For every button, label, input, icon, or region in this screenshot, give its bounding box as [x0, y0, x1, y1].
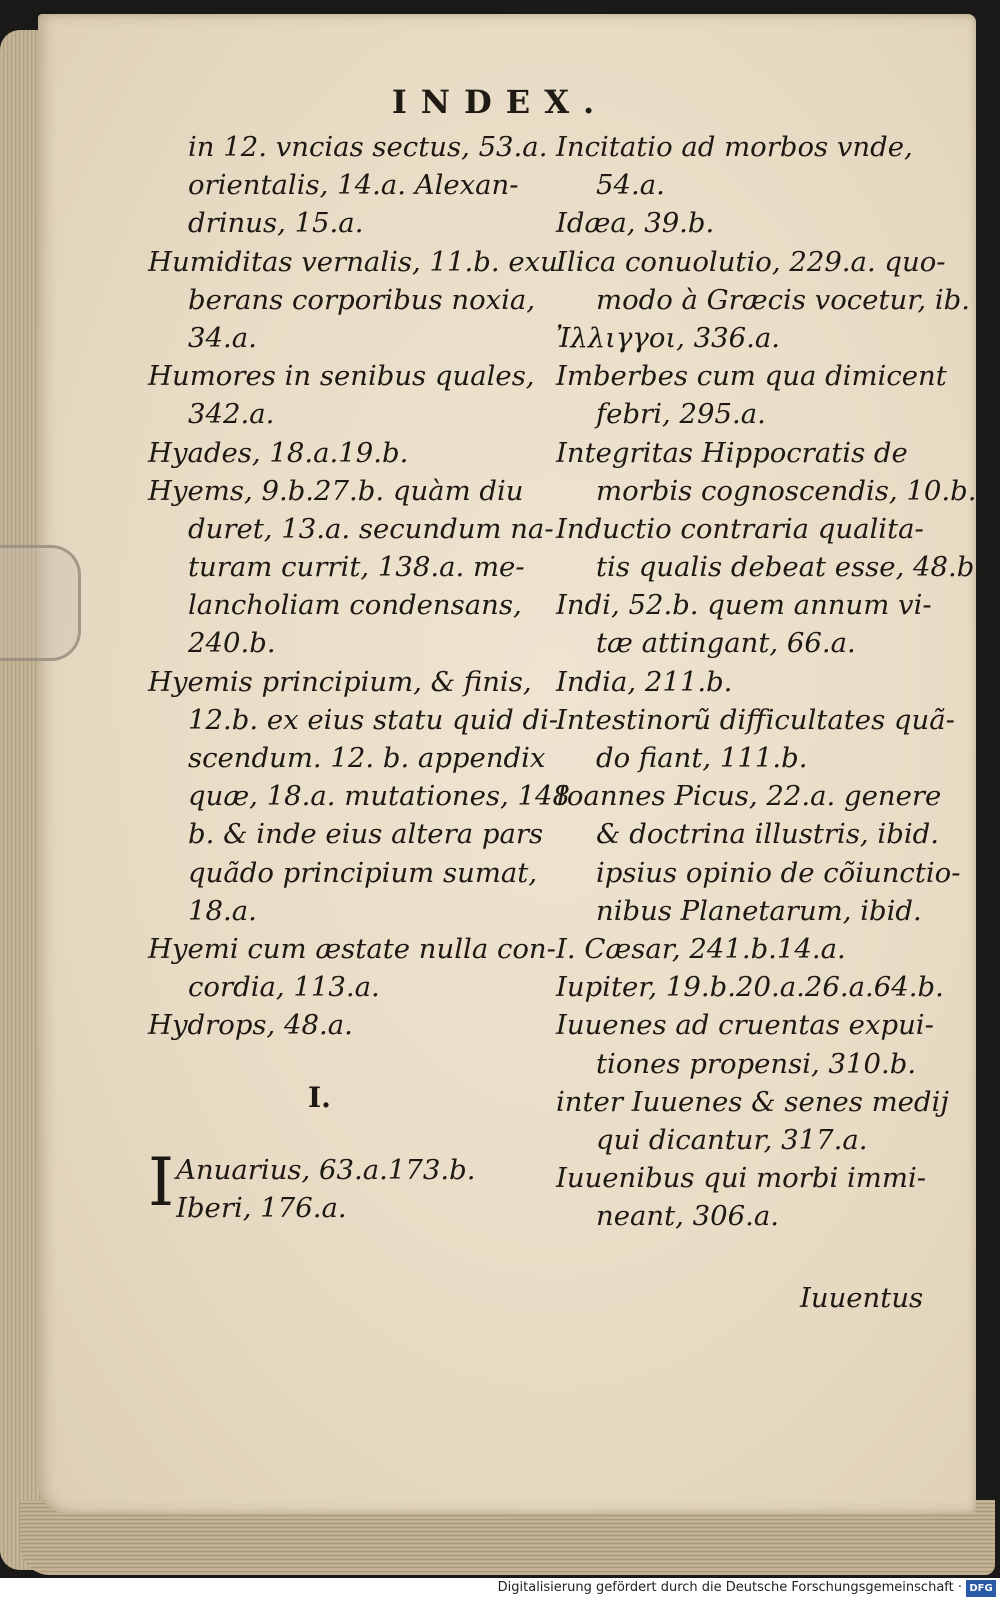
index-entry: 54.a.: [596, 169, 665, 202]
index-entry: Imberbes cum qua dimicent: [556, 360, 947, 393]
index-entry: Idæa, 39.b.: [556, 207, 715, 240]
index-entry: nibus Planetarum, ibid.: [596, 894, 922, 927]
index-entry: Intestinorũ difficultates quã-: [556, 703, 955, 736]
index-column-left: [148, 128, 570, 1227]
index-entry: cordia, 113.a.: [188, 971, 380, 1004]
index-entry: Anuarius, 63.a.173.b.: [176, 1153, 476, 1186]
index-entry: modo à Græcis vocetur, ib.: [596, 283, 970, 316]
index-entry: quãdo principium sumat,: [188, 856, 538, 889]
index-entry: do fiant, 111.b.: [596, 742, 808, 774]
catchword: Iuuentus: [800, 1282, 924, 1314]
section-i-entries: [148, 1143, 520, 1227]
index-entry: tæ attingant, 66.a.: [596, 627, 856, 660]
index-entry: 342.a.: [188, 398, 275, 431]
book-clip-icon: [0, 545, 81, 661]
index-entry: duret, 13.a. secundum na-: [188, 512, 554, 545]
index-entry: Humores in senibus quales,: [148, 360, 535, 393]
index-entry: Hyades, 18.a.19.b.: [148, 436, 409, 469]
index-entry: inter Iuuenes & senes medij: [556, 1085, 949, 1118]
index-entry: Ioannes Picus, 22.a. genere: [556, 780, 942, 813]
index-entry: I. Cæsar, 241.b.14.a.: [556, 932, 846, 965]
index-entry: berans corporibus noxia,: [188, 283, 536, 316]
index-entry: turam currit, 138.a. me-: [188, 551, 525, 584]
index-entry: tiones propensi, 310.b.: [596, 1047, 917, 1080]
index-column-right: [556, 128, 984, 1235]
dfg-logo-icon: DFG: [966, 1580, 996, 1597]
index-entry: quæ, 18.a. mutationes, 148: [188, 780, 570, 813]
index-entry: Hyemi cum æstate nulla con-: [148, 932, 556, 965]
index-entry: Hydrops, 48.a.: [148, 1009, 353, 1042]
index-entry: Inductio contraria qualita-: [556, 512, 924, 545]
index-entry: 12.b. ex eius statu quid di-: [188, 703, 559, 736]
index-entry: 34.a.: [188, 321, 257, 354]
index-entry: Ilica conuolutio, 229.a. quo-: [556, 245, 946, 278]
section-letter: I.: [308, 1080, 331, 1114]
index-entry: 18.a.: [188, 894, 257, 927]
index-entry: scendum. 12. b. appendix: [188, 742, 546, 774]
index-entry: Iuuenes ad cruentas expui-: [556, 1009, 934, 1042]
index-entry: tis qualis debeat esse, 48.b.: [596, 551, 984, 584]
index-entry: 240.b.: [188, 627, 276, 660]
index-entry: Iberi, 176.a.: [176, 1191, 347, 1224]
index-entry: Integritas Hippocratis de: [556, 436, 908, 469]
index-entry: Hyems, 9.b.27.b. quàm diu: [148, 474, 524, 507]
index-entry: in 12. vncias sectus, 53.a.: [188, 131, 548, 163]
footer-bar: [0, 1578, 1000, 1601]
index-entry: neant, 306.a.: [596, 1200, 779, 1233]
index-entry: qui dicantur, 317.a.: [596, 1123, 868, 1156]
index-entry: Ἰλλιγγοι, 336.a.: [556, 321, 781, 354]
index-entry: Humiditas vernalis, 11.b. exu: [148, 245, 558, 278]
index-entry: b. & inde eius altera pars: [188, 818, 544, 851]
index-entry: Iuuenibus qui morbi immi-: [556, 1162, 927, 1195]
index-entry: orientalis, 14.a. Alexan-: [188, 169, 519, 202]
index-entry: Incitatio ad morbos vnde,: [556, 131, 913, 163]
index-entry: drinus, 15.a.: [188, 207, 364, 240]
footer-credit: Digitalisierung gefördert durch die Deutsche Forschungsgemeinschaft ·: [497, 1580, 962, 1595]
index-entry: India, 211.b.: [556, 665, 733, 698]
index-entry: Indi, 52.b. quem annum vi-: [556, 589, 932, 622]
index-entry: Iupiter, 19.b.20.a.26.a.64.b.: [556, 971, 944, 1004]
page-header: INDEX.: [391, 83, 609, 121]
index-entry: febri, 295.a.: [596, 398, 766, 431]
dropcap: I: [148, 1143, 175, 1221]
index-entry: ipsius opinio de cõiunctio-: [596, 856, 961, 889]
index-entry: morbis cognoscendis, 10.b.: [596, 474, 977, 507]
index-entry: & doctrina illustris, ibid.: [596, 818, 939, 851]
index-entry: Hyemis principium, & finis,: [148, 665, 532, 698]
index-entry: lancholiam condensans,: [188, 589, 522, 622]
left-entries: [148, 128, 570, 1045]
